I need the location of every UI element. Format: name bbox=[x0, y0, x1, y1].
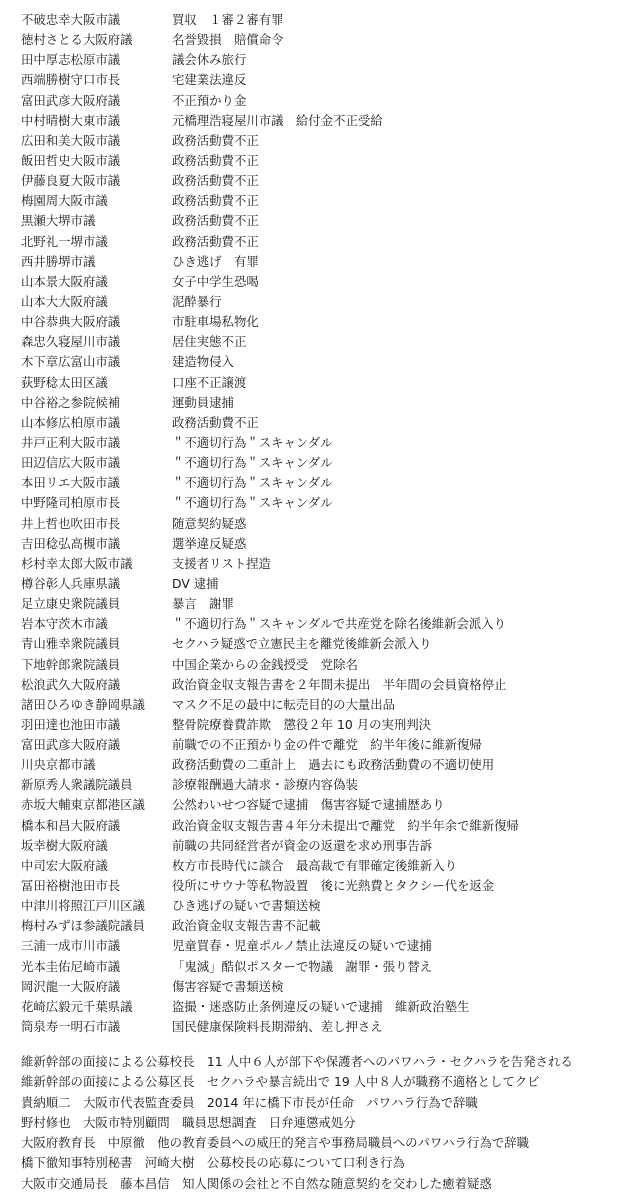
scandal-description: 選挙違反疑惑 bbox=[172, 535, 247, 551]
scandal-description: 政治資金収支報告書４年分未提出で離党 約半年余で維新復帰 bbox=[172, 817, 519, 833]
note-line: 貴納順二 大阪市代表監査委員 2014 年に橋下市長が任命 パワハラ行為で辞職 bbox=[21, 1094, 478, 1110]
scandal-description: 盗撮・迷惑防止条例違反の疑いで逮捕 維新政治塾生 bbox=[172, 998, 470, 1014]
politician-name: 冨田裕樹池田市長 bbox=[21, 878, 121, 894]
politician-name: 西端勝樹守口市長 bbox=[21, 72, 121, 88]
politician-name: 不破忠幸大阪市議 bbox=[21, 12, 121, 27]
list-item bbox=[21, 312, 633, 332]
politician-name: 梅村みずほ参議院議員 bbox=[21, 918, 145, 934]
list-item bbox=[21, 252, 633, 272]
politician-name: 西井勝堺市議 bbox=[21, 253, 96, 269]
politician-name: 岩本守茨木市議 bbox=[21, 616, 108, 632]
politician-name: 三浦一成市川市議 bbox=[21, 938, 121, 954]
scandal-description: 政治資金収支報告書不記載 bbox=[172, 918, 321, 934]
scandal-description: 不正預かり金 bbox=[172, 92, 247, 108]
list-item bbox=[21, 493, 633, 513]
politician-name: 橋本和昌大阪府議 bbox=[21, 817, 121, 833]
scandal-description: 整骨院療養費詐欺 懲役２年 10 月の実刑判決 bbox=[172, 716, 432, 732]
list-item bbox=[21, 373, 633, 393]
politician-name: 北野礼一堺市議 bbox=[21, 233, 108, 249]
scandal-description: 市駐車場私物化 bbox=[172, 314, 259, 330]
scandal-description: セクハラ疑惑で立憲民主を離党後維新会派入り bbox=[172, 636, 432, 652]
scandal-description: 政務活動費不正 bbox=[172, 173, 259, 189]
politician-name: 新原秀人衆議院議員 bbox=[21, 777, 133, 793]
politician-name: 樽谷彰人兵庫県議 bbox=[21, 575, 121, 591]
scandal-description: 児童買春・児童ポルノ禁止法違反の疑いで逮捕 bbox=[172, 938, 432, 954]
list-item bbox=[21, 111, 633, 131]
note-line: 大阪市交通局長 藤本昌信 知人関係の会社と不自然な随意契約を交わした癒着疑惑 bbox=[21, 1175, 492, 1191]
scandal-description: 支援者リスト捏造 bbox=[172, 555, 271, 571]
list-item bbox=[21, 50, 633, 70]
list-item bbox=[21, 614, 633, 634]
scandal-description: 議会休み旅行 bbox=[172, 52, 247, 68]
list-item bbox=[21, 695, 633, 715]
list-item bbox=[21, 393, 633, 413]
list-item bbox=[21, 191, 633, 211]
scandal-description: 買収 １審２審有罪 bbox=[172, 12, 284, 27]
scandal-description: ＂不適切行為＂スキャンダルで共産党を除名後維新会派入り bbox=[172, 616, 507, 632]
list-item bbox=[21, 70, 633, 90]
politician-name: 広田和美大阪市議 bbox=[21, 132, 121, 148]
list-item bbox=[21, 675, 633, 695]
politician-name: 中野隆司柏原市長 bbox=[21, 495, 121, 511]
list-item bbox=[21, 292, 633, 312]
note-line: 大阪府教育長 中原徹 他の教育委員への威圧的発言や事務局職員へのパワハラ行為で辞職 bbox=[21, 1135, 530, 1151]
list-item bbox=[21, 352, 633, 372]
scandal-description: 診療報酬過大請求・診療内容偽装 bbox=[172, 777, 358, 793]
politician-name: 坂幸樹大阪府議 bbox=[21, 837, 108, 853]
politician-name: 徳村さとる大阪府議 bbox=[21, 32, 133, 48]
politician-name: 森忠久寝屋川市議 bbox=[21, 334, 121, 350]
list-item bbox=[21, 453, 633, 473]
politician-name: 光本圭佑尼崎市議 bbox=[21, 958, 121, 974]
list-item bbox=[21, 554, 633, 574]
list-item bbox=[21, 997, 633, 1017]
scandal-description: 枚方市長時代に談合 最高裁で有罪確定後維新入り bbox=[172, 857, 457, 873]
notes-section bbox=[21, 1052, 633, 1194]
scandal-description: ひき逃げ 有罪 bbox=[172, 253, 259, 269]
politician-name: 黒瀬大堺市議 bbox=[21, 213, 96, 229]
list-item bbox=[21, 594, 633, 614]
scandal-description: 公然わいせつ容疑で逮捕 傷害容疑で逮捕歴あり bbox=[172, 797, 445, 813]
scandal-description: 中国企業からの金銭授受 党除名 bbox=[172, 656, 358, 672]
list-item bbox=[21, 574, 633, 594]
scandal-description: 政務活動費不正 bbox=[172, 233, 259, 249]
scandal-description: 元橋理浩寝屋川市議 給付金不正受給 bbox=[172, 112, 383, 128]
politician-name: 岡沢龍一大阪府議 bbox=[21, 978, 121, 994]
scandal-description: 政務活動費不正 bbox=[172, 193, 259, 209]
politician-name: 梅園周大阪市議 bbox=[21, 193, 108, 209]
list-item bbox=[21, 10, 633, 30]
list-item bbox=[21, 755, 633, 775]
politician-name: 赤坂大輔東京都港区議 bbox=[21, 797, 145, 813]
scandal-description: 建造物侵入 bbox=[172, 354, 234, 370]
politician-name: 富田武彦大阪府議 bbox=[21, 737, 121, 753]
note-line: 橋下徹知事特別秘書 河崎大樹 公募校長の応募について口利き行為 bbox=[21, 1155, 405, 1171]
politician-name: 田辺信広大阪市議 bbox=[21, 455, 121, 471]
politician-name: 足立康史衆院議員 bbox=[21, 596, 121, 612]
scandal-description: ＂不適切行為＂スキャンダル bbox=[172, 434, 333, 450]
list-item bbox=[21, 655, 633, 675]
politician-name: 川央京都市議 bbox=[21, 757, 96, 773]
scandal-description: 政務活動費不正 bbox=[172, 132, 259, 148]
scandal-description: 宅建業法違反 bbox=[172, 72, 247, 88]
scandal-description: 泥酔暴行 bbox=[172, 293, 222, 309]
scandal-description: 政治資金収支報告書を２年間未提出 半年間の会員資格停止 bbox=[172, 676, 507, 692]
list-item bbox=[21, 715, 633, 735]
list-item bbox=[21, 936, 633, 956]
politician-name: 中村晴樹大東市議 bbox=[21, 112, 121, 128]
list-item bbox=[21, 876, 633, 896]
scandal-description: ＂不適切行為＂スキャンダル bbox=[172, 455, 333, 471]
note-line: 維新幹部の面接による公募区長 セクハラや暴言続出で 19 人中８人が職務不適格としてクビ bbox=[21, 1074, 540, 1090]
list-item bbox=[21, 211, 633, 231]
note-line: 野村修也 大阪市特別顧問 職員思想調査 日弁連懲戒処分 bbox=[21, 1114, 356, 1130]
scandal-description: 国民健康保険料長期滞納、差し押さえ bbox=[172, 1019, 383, 1035]
politician-name: 伊藤良夏大阪市議 bbox=[21, 173, 121, 189]
list-item bbox=[21, 1017, 633, 1037]
scandal-description: 名誉毀損 賠償命令 bbox=[172, 32, 284, 48]
politician-name: 富田武彦大阪府議 bbox=[21, 92, 121, 108]
politician-name: 井上哲也吹田市長 bbox=[21, 515, 121, 531]
politician-name: 田中厚志松原市議 bbox=[21, 52, 121, 68]
list-item bbox=[21, 836, 633, 856]
politician-name: 山本大大阪府議 bbox=[21, 293, 108, 309]
list-item bbox=[21, 151, 633, 171]
politician-name: 井戸正利大阪市議 bbox=[21, 434, 121, 450]
list-item bbox=[21, 131, 633, 151]
politician-name: 中津川将照江戸川区議 bbox=[21, 898, 145, 914]
list-item bbox=[21, 514, 633, 534]
scandal-description: 「鬼滅」酷似ポスターで物議 謝罪・張り替え bbox=[172, 958, 433, 974]
politician-name: 筒泉寿一明石市議 bbox=[21, 1019, 121, 1035]
politician-name: 木下章広富山市議 bbox=[21, 354, 121, 370]
list-item bbox=[21, 433, 633, 453]
scandal-list bbox=[21, 10, 633, 1037]
list-item bbox=[21, 957, 633, 977]
scandal-description: マスク不足の最中に転売目的の大量出品 bbox=[172, 696, 396, 712]
politician-name: 山本修広柏原市議 bbox=[21, 414, 121, 430]
politician-name: 山本景大阪府議 bbox=[21, 273, 108, 289]
list-item bbox=[21, 977, 633, 997]
list-item bbox=[21, 634, 633, 654]
scandal-description: ひき逃げの疑いで書類送検 bbox=[172, 898, 321, 914]
scandal-description: 口座不正譲渡 bbox=[172, 374, 247, 390]
list-item bbox=[21, 795, 633, 815]
list-item bbox=[21, 856, 633, 876]
scandal-description: 政務活動費の二重計上 過去にも政務活動費の不適切使用 bbox=[172, 757, 495, 773]
list-item bbox=[21, 473, 633, 493]
politician-name: 羽田達也池田市議 bbox=[21, 716, 121, 732]
scandal-description: 傷害容疑で書類送検 bbox=[172, 978, 284, 994]
list-item bbox=[21, 332, 633, 352]
politician-name: 中谷恭典大阪府議 bbox=[21, 314, 121, 330]
note-line: 維新幹部の面接による公募校長 11 人中６人が部下や保護者へのパワハラ・セクハラを告発される bbox=[21, 1054, 573, 1069]
scandal-description: 前職の共同経営者が資金の返還を求め刑事告訴 bbox=[172, 837, 433, 853]
politician-name: 荻野稔太田区議 bbox=[21, 374, 108, 390]
scandal-description: 運動員逮捕 bbox=[172, 394, 234, 410]
list-item bbox=[21, 171, 633, 191]
list-item bbox=[21, 896, 633, 916]
list-item bbox=[21, 816, 633, 836]
politician-name: 飯田哲史大阪市議 bbox=[21, 152, 121, 168]
scandal-description: 政務活動費不正 bbox=[172, 152, 259, 168]
politician-name: 諸田ひろゆき静岡県議 bbox=[21, 696, 145, 712]
list-item bbox=[21, 534, 633, 554]
list-item bbox=[21, 735, 633, 755]
politician-name: 松浪武久大阪府議 bbox=[21, 676, 121, 692]
list-item bbox=[21, 272, 633, 292]
scandal-description: 前職での不正預かり金の件で離党 約半年後に維新復帰 bbox=[172, 737, 482, 753]
scandal-description: 暴言 謝罪 bbox=[172, 596, 234, 612]
politician-name: 中司宏大阪府議 bbox=[21, 857, 108, 873]
list-item bbox=[21, 91, 633, 111]
list-item bbox=[21, 916, 633, 936]
politician-name: 青山雅幸衆院議員 bbox=[21, 636, 121, 652]
scandal-description: ＂不適切行為＂スキャンダル bbox=[172, 495, 333, 511]
scandal-description: 随意契約疑惑 bbox=[172, 515, 247, 531]
scandal-description: 政務活動費不正 bbox=[172, 414, 259, 430]
scandal-description: 居住実態不正 bbox=[172, 334, 247, 350]
politician-name: 杉村幸太郎大阪市議 bbox=[21, 555, 133, 571]
scandal-description: DV 逮捕 bbox=[172, 575, 219, 591]
scandal-description: 女子中学生恐喝 bbox=[172, 273, 259, 289]
politician-name: 花崎広毅元千葉県議 bbox=[21, 998, 133, 1014]
politician-name: 吉田稔弘高槻市議 bbox=[21, 535, 121, 551]
list-item bbox=[21, 775, 633, 795]
politician-name: 中谷裕之参院候補 bbox=[21, 394, 121, 410]
list-item bbox=[21, 232, 633, 252]
list-item bbox=[21, 30, 633, 50]
list-item bbox=[21, 413, 633, 433]
politician-name: 本田リエ大阪市議 bbox=[21, 475, 120, 491]
scandal-description: 役所にサウナ等私物設置 後に光熱費とタクシー代を返金 bbox=[172, 878, 495, 894]
scandal-description: ＂不適切行為＂スキャンダル bbox=[172, 475, 333, 491]
politician-name: 下地幹郎衆院議員 bbox=[21, 656, 121, 672]
scandal-description: 政務活動費不正 bbox=[172, 213, 259, 229]
